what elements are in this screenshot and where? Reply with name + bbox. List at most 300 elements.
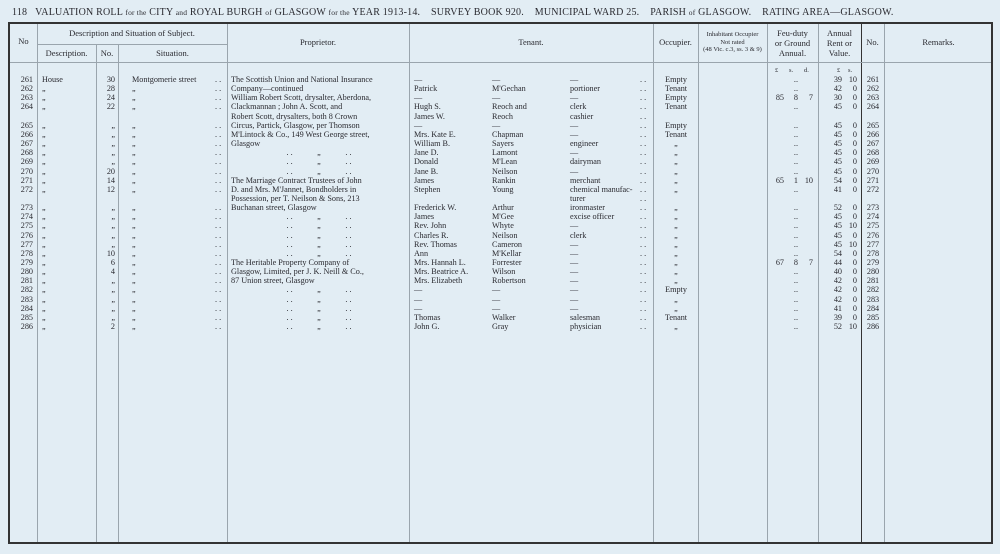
house-number: „ <box>111 276 115 286</box>
column-rule <box>118 44 119 542</box>
roll-title: VALUATION ROLL <box>35 7 123 18</box>
feu-shillings: .. <box>793 312 798 322</box>
rent-shillings: 0 <box>852 166 857 176</box>
feu-shillings: .. <box>793 276 798 286</box>
description: „ <box>42 285 46 295</box>
description: „ <box>42 276 46 286</box>
feu-shillings: .. <box>793 166 798 176</box>
tenant-surname: Gray <box>492 322 509 332</box>
tenant-occupation: — <box>570 276 579 286</box>
tenant-occupation: engineer <box>570 139 599 149</box>
parish-name: GLASGOW. <box>698 7 752 18</box>
description: „ <box>42 221 46 231</box>
tenant-occupation: — <box>570 129 579 139</box>
house-number: 30 <box>106 75 115 84</box>
proprietor: The Marriage Contract Trustees of John <box>231 175 362 185</box>
rent-shillings: 10 <box>848 221 857 231</box>
header-no-right: No. <box>866 37 879 47</box>
row-number-right: 282 <box>866 285 880 295</box>
feu-unit-shillings: s. <box>789 67 794 74</box>
situation: „ <box>132 267 136 277</box>
rent-shillings: 0 <box>852 93 857 103</box>
house-number: 24 <box>106 93 115 103</box>
tenant-occupation: turer <box>570 193 586 203</box>
tenant-first-name: — <box>414 93 423 103</box>
municipal-ward: MUNICIPAL WARD 25. <box>534 7 640 18</box>
tenant-surname: — <box>492 93 501 103</box>
survey-book: SURVEY BOOK 920. <box>431 7 524 18</box>
description: „ <box>42 175 46 185</box>
row-number-right: 285 <box>866 312 880 322</box>
tenant-surname: — <box>492 285 501 295</box>
proprietor: 87 Union street, Glasgow <box>231 276 315 286</box>
title-word: and <box>175 8 188 17</box>
rent-pounds: 45 <box>833 157 842 167</box>
tenant-first-name: John G. <box>414 322 440 332</box>
rent-shillings: 10 <box>848 322 857 332</box>
rent-pounds: 45 <box>833 239 842 249</box>
house-number: „ <box>111 120 115 130</box>
proprietor: William Robert Scott, drysalter, Aberdona, <box>231 93 372 103</box>
rent-shillings: 0 <box>852 230 857 240</box>
tenant-first-name: Mrs. Hannah L. <box>414 258 466 267</box>
row-number: 272 <box>20 184 33 194</box>
situation: „ <box>132 322 136 332</box>
description: „ <box>42 312 46 322</box>
proprietor: . . „ . . <box>286 239 352 249</box>
column-rule <box>698 24 699 542</box>
row-number: 262 <box>20 84 33 94</box>
house-number: „ <box>111 230 115 240</box>
description: „ <box>42 212 46 222</box>
tenant-first-name: — <box>414 120 423 130</box>
row-number-right: 276 <box>866 230 880 240</box>
house-number: 14 <box>106 175 115 185</box>
tenant-occupation: clerk <box>570 230 587 240</box>
row-number: 284 <box>20 303 33 313</box>
rent-shillings: 0 <box>852 129 857 139</box>
feu-shillings: .. <box>793 102 798 112</box>
row-number: 277 <box>20 239 33 249</box>
occupier: „ <box>674 148 678 158</box>
tenant-occupation: — <box>570 75 579 84</box>
situation: „ <box>132 93 136 103</box>
rent-shillings: 0 <box>852 84 857 94</box>
tenant-surname: Robertson <box>492 276 526 286</box>
row-number-right: 284 <box>866 303 880 313</box>
description: „ <box>42 230 46 240</box>
leader-dots: . . <box>640 84 647 94</box>
leader-dots: . . <box>640 267 647 277</box>
situation: „ <box>132 230 136 240</box>
rent-shillings: 0 <box>852 148 857 158</box>
leader-dots: . . <box>215 93 222 103</box>
column-rule <box>861 24 862 542</box>
house-number: 12 <box>106 184 115 194</box>
occupier: Tenant <box>664 312 688 322</box>
rent-shillings: 10 <box>848 75 857 84</box>
tenant-surname: Reoch and <box>492 102 527 112</box>
proprietor: . . „ . . <box>286 212 352 222</box>
page-header <box>12 7 894 18</box>
feu-shillings: .. <box>793 248 798 258</box>
title-word: of <box>265 8 272 17</box>
house-number: „ <box>111 294 115 304</box>
rent-pounds: 52 <box>833 203 842 213</box>
row-number: 269 <box>20 157 33 167</box>
occupier: „ <box>674 303 678 313</box>
leader-dots: . . <box>215 148 222 158</box>
page-number: 118 <box>12 7 28 18</box>
leader-dots: . . <box>640 193 647 203</box>
leader-dots: . . <box>215 129 222 139</box>
leader-dots: . . <box>215 184 222 194</box>
feu-unit-pence: d. <box>804 67 809 74</box>
feu-shillings: .. <box>793 84 798 94</box>
leader-dots: . . <box>215 267 222 277</box>
leader-dots: . . <box>215 248 222 258</box>
row-number: 274 <box>20 212 33 222</box>
row-number-right: 278 <box>866 248 880 258</box>
tenant-first-name: Ann <box>414 248 429 258</box>
tenant-occupation: — <box>570 294 579 304</box>
tenant-occupation: — <box>570 267 579 277</box>
description: „ <box>42 120 46 130</box>
proprietor: Robert Scott, drysalters, both 8 Crown <box>231 111 358 121</box>
leader-dots: . . <box>640 276 647 286</box>
proprietor: Possession, per T. Neilson & Sons, 213 <box>231 193 360 203</box>
proprietor: . . „ . . <box>286 166 352 176</box>
row-number: 268 <box>20 148 33 158</box>
row-number-right: 272 <box>866 184 880 194</box>
tenant-first-name: Mrs. Kate E. <box>414 129 456 139</box>
leader-dots: . . <box>215 120 222 130</box>
leader-dots: . . <box>215 312 222 322</box>
occupier: Empty <box>665 285 687 295</box>
situation: „ <box>132 120 136 130</box>
tenant-surname: Whyte <box>492 221 514 231</box>
header-tenant: Tenant. <box>518 37 544 47</box>
parish: PARISH <box>650 7 687 18</box>
tenant-surname: M'Gechan <box>492 84 526 94</box>
leader-dots: . . <box>215 203 222 213</box>
rent-shillings: 0 <box>852 303 857 313</box>
feu-shillings: .. <box>793 120 798 130</box>
tenant-first-name: Mrs. Elizabeth <box>414 276 463 286</box>
tenant-occupation: — <box>570 258 579 267</box>
description: „ <box>42 139 46 149</box>
rent-shillings: 0 <box>852 203 857 213</box>
leader-dots: . . <box>640 212 647 222</box>
description: „ <box>42 102 46 112</box>
description: „ <box>42 93 46 103</box>
situation: „ <box>132 221 136 231</box>
rent-shillings: 0 <box>852 212 857 222</box>
title-word: GLASGOW <box>274 7 326 18</box>
header-line: Annual. <box>778 48 807 58</box>
header-no: No <box>18 36 29 46</box>
house-number: „ <box>111 312 115 322</box>
description: „ <box>42 203 46 213</box>
proprietor: . . „ . . <box>286 312 352 322</box>
leader-dots: . . <box>215 276 222 286</box>
tenant-first-name: Hugh S. <box>414 102 441 112</box>
leader-dots: . . <box>640 129 647 139</box>
description: „ <box>42 258 46 267</box>
leader-dots: . . <box>640 322 647 332</box>
tenant-occupation: — <box>570 120 579 130</box>
tenant-surname: Walker <box>492 312 516 322</box>
rent-pounds: 45 <box>833 102 842 112</box>
leader-dots: . . <box>215 221 222 231</box>
situation: „ <box>132 84 136 94</box>
house-number: „ <box>111 129 115 139</box>
feu-shillings: .. <box>793 239 798 249</box>
rent-pounds: 45 <box>833 166 842 176</box>
rent-pounds: 45 <box>833 148 842 158</box>
feu-shillings: .. <box>793 303 798 313</box>
header-line: Inhabitant Occupier <box>706 31 759 38</box>
tenant-surname: M'Lean <box>492 157 518 167</box>
occupier: „ <box>674 175 678 185</box>
description: „ <box>42 184 46 194</box>
situation: „ <box>132 212 136 222</box>
situation: „ <box>132 258 136 267</box>
row-number: 264 <box>20 102 33 112</box>
header-line: Not rated <box>720 38 745 46</box>
header-line: (48 Vic. c.3, ss. 3 & 9) <box>703 46 762 53</box>
tenant-occupation: salesman <box>570 312 601 322</box>
proprietor: . . „ . . <box>286 322 352 332</box>
description: „ <box>42 294 46 304</box>
feu-shillings: .. <box>793 285 798 295</box>
row-number: 263 <box>20 93 33 103</box>
rent-pounds: 39 <box>833 312 842 322</box>
rent-shillings: 0 <box>852 276 857 286</box>
row-number-right: 270 <box>866 166 880 176</box>
leader-dots: . . <box>640 303 647 313</box>
column-rule <box>653 24 654 542</box>
leader-dots: . . <box>640 175 647 185</box>
leader-dots: . . <box>640 75 647 84</box>
title-year: YEAR 1913-14. <box>352 7 421 18</box>
tenant-occupation: — <box>570 93 579 103</box>
tenant-first-name: James <box>414 175 435 185</box>
rating-area: RATING AREA—GLASGOW. <box>762 7 894 18</box>
leader-dots: . . <box>640 148 647 158</box>
feu-pence: 7 <box>808 93 813 103</box>
row-number-right: 273 <box>866 203 880 213</box>
proprietor: . . „ . . <box>286 303 352 313</box>
description: „ <box>42 239 46 249</box>
row-number: 280 <box>20 267 33 277</box>
tenant-first-name: Frederick W. <box>414 203 457 213</box>
rent-pounds: 45 <box>833 139 842 149</box>
situation: „ <box>132 148 136 158</box>
tenant-surname: Wilson <box>492 267 516 277</box>
row-number: 281 <box>20 276 33 286</box>
feu-shillings: 8 <box>793 93 798 103</box>
row-number-right: 268 <box>866 148 880 158</box>
situation: „ <box>132 166 136 176</box>
leader-dots: . . <box>640 102 647 112</box>
leader-dots: . . <box>215 285 222 295</box>
feu-shillings: .. <box>793 294 798 304</box>
row-number: 279 <box>20 258 33 267</box>
rent-shillings: 0 <box>852 258 857 267</box>
column-rule <box>227 24 228 542</box>
header-situation: Situation. <box>156 48 189 58</box>
situation: „ <box>132 285 136 295</box>
row-number-right: 262 <box>866 84 880 94</box>
leader-dots: . . <box>215 322 222 332</box>
leader-dots: . . <box>215 303 222 313</box>
header-remarks: Remarks. <box>922 37 955 47</box>
title-word: for the <box>125 8 147 17</box>
tenant-first-name: Charles R. <box>414 230 449 240</box>
leader-dots: . . <box>640 312 647 322</box>
column-rule <box>818 24 819 542</box>
rent-shillings: 0 <box>852 120 857 130</box>
tenant-occupation: cashier <box>570 111 594 121</box>
tenant-occupation: — <box>570 248 579 258</box>
header-occupier: Occupier. <box>659 37 692 47</box>
occupier: „ <box>674 221 678 231</box>
feu-pounds: 67 <box>775 258 784 267</box>
tenant-surname: Chapman <box>492 129 524 139</box>
situation: „ <box>132 303 136 313</box>
leader-dots: . . <box>640 294 647 304</box>
header-number: No. <box>100 48 114 58</box>
proprietor: Glasgow, Limited, per J. K. Neill & Co., <box>231 267 364 277</box>
rent-pounds: 54 <box>833 175 842 185</box>
tenant-occupation: dairyman <box>570 157 601 167</box>
house-number: „ <box>111 221 115 231</box>
house-number: 28 <box>106 84 115 94</box>
proprietor: . . „ . . <box>286 248 352 258</box>
rent-pounds: 45 <box>833 120 842 130</box>
header-rule <box>10 62 991 63</box>
tenant-first-name: Patrick <box>414 84 438 94</box>
tenant-surname: — <box>492 120 501 130</box>
rent-shillings: 0 <box>852 139 857 149</box>
description: „ <box>42 267 46 277</box>
row-number-right: 275 <box>866 221 880 231</box>
occupier: „ <box>674 166 678 176</box>
tenant-surname: Neilson <box>492 166 518 176</box>
description: „ <box>42 129 46 139</box>
rent-pounds: 54 <box>833 248 842 258</box>
description: „ <box>42 248 46 258</box>
leader-dots: . . <box>640 166 647 176</box>
rent-pounds: 40 <box>833 267 842 277</box>
row-number: 267 <box>20 139 33 149</box>
tenant-surname: Neilson <box>492 230 518 240</box>
rent-pounds: 42 <box>833 294 842 304</box>
proprietor: Company—continued <box>231 84 304 94</box>
feu-shillings: .. <box>793 157 798 167</box>
tenant-first-name: Rev. John <box>414 221 447 231</box>
feu-pence: 7 <box>808 258 813 267</box>
occupier: „ <box>674 212 678 222</box>
rent-pounds: 52 <box>833 322 842 332</box>
tenant-occupation: portioner <box>570 84 601 94</box>
proprietor: . . „ . . <box>286 148 352 158</box>
description: „ <box>42 157 46 167</box>
row-number: 261 <box>20 75 33 84</box>
tenant-first-name: Rev. Thomas <box>414 239 457 249</box>
rent-shillings: 0 <box>852 312 857 322</box>
situation: „ <box>132 157 136 167</box>
occupier: „ <box>674 322 678 332</box>
leader-dots: . . <box>640 139 647 149</box>
leader-dots: . . <box>640 239 647 249</box>
header-annual-rent <box>818 28 861 58</box>
proprietor: Buchanan street, Glasgow <box>231 203 317 213</box>
rent-pounds: 41 <box>833 184 842 194</box>
tenant-occupation: — <box>570 166 579 176</box>
description: „ <box>42 303 46 313</box>
rent-pounds: 45 <box>833 230 842 240</box>
feu-shillings: 8 <box>793 258 798 267</box>
house-number: „ <box>111 212 115 222</box>
tenant-first-name: Donald <box>414 157 439 167</box>
leader-dots: . . <box>215 157 222 167</box>
proprietor: Glasgow <box>231 139 261 149</box>
leader-dots: . . <box>640 258 647 267</box>
tenant-first-name: — <box>414 294 423 304</box>
leader-dots: . . <box>640 111 647 121</box>
description: „ <box>42 84 46 94</box>
rent-shillings: 10 <box>848 239 857 249</box>
rent-pounds: 45 <box>833 212 842 222</box>
row-number: 282 <box>20 285 33 295</box>
situation: Montgomerie street <box>132 75 197 84</box>
house-number: 10 <box>106 248 115 258</box>
house-number: 4 <box>110 267 115 277</box>
tenant-occupation: chemical manufac- <box>570 184 633 194</box>
rent-unit-shillings: s. <box>848 67 853 74</box>
row-number: 273 <box>20 203 33 213</box>
row-number: 265 <box>20 120 33 130</box>
feu-shillings: .. <box>793 129 798 139</box>
feu-pounds: 85 <box>775 93 784 103</box>
column-rule <box>96 44 97 542</box>
row-number: 278 <box>20 248 33 258</box>
rent-shillings: 0 <box>852 184 857 194</box>
title-word: CITY <box>149 7 174 18</box>
feu-shillings: .. <box>793 212 798 222</box>
occupier: „ <box>674 294 678 304</box>
tenant-occupation: — <box>570 285 579 295</box>
row-number-right: 271 <box>866 175 880 185</box>
leader-dots: . . <box>215 139 222 149</box>
row-number: 271 <box>20 175 33 185</box>
header-description-group: Description and Situation of Subject. <box>69 28 195 38</box>
feu-shillings: .. <box>793 148 798 158</box>
feu-unit-pounds: £ <box>775 67 779 74</box>
house-number: „ <box>111 285 115 295</box>
header-proprietor: Proprietor. <box>299 37 337 47</box>
occupier: Empty <box>665 120 687 130</box>
column-rule <box>409 24 410 542</box>
proprietor: Clackmannan ; John A. Scott, and <box>231 102 343 112</box>
tenant-first-name: Thomas <box>414 312 441 322</box>
tenant-first-name: Mrs. Beatrice A. <box>414 267 469 277</box>
tenant-occupation: ironmaster <box>570 203 606 213</box>
proprietor: The Scottish Union and National Insurance <box>231 75 373 84</box>
tenant-first-name: Stephen <box>414 184 441 194</box>
